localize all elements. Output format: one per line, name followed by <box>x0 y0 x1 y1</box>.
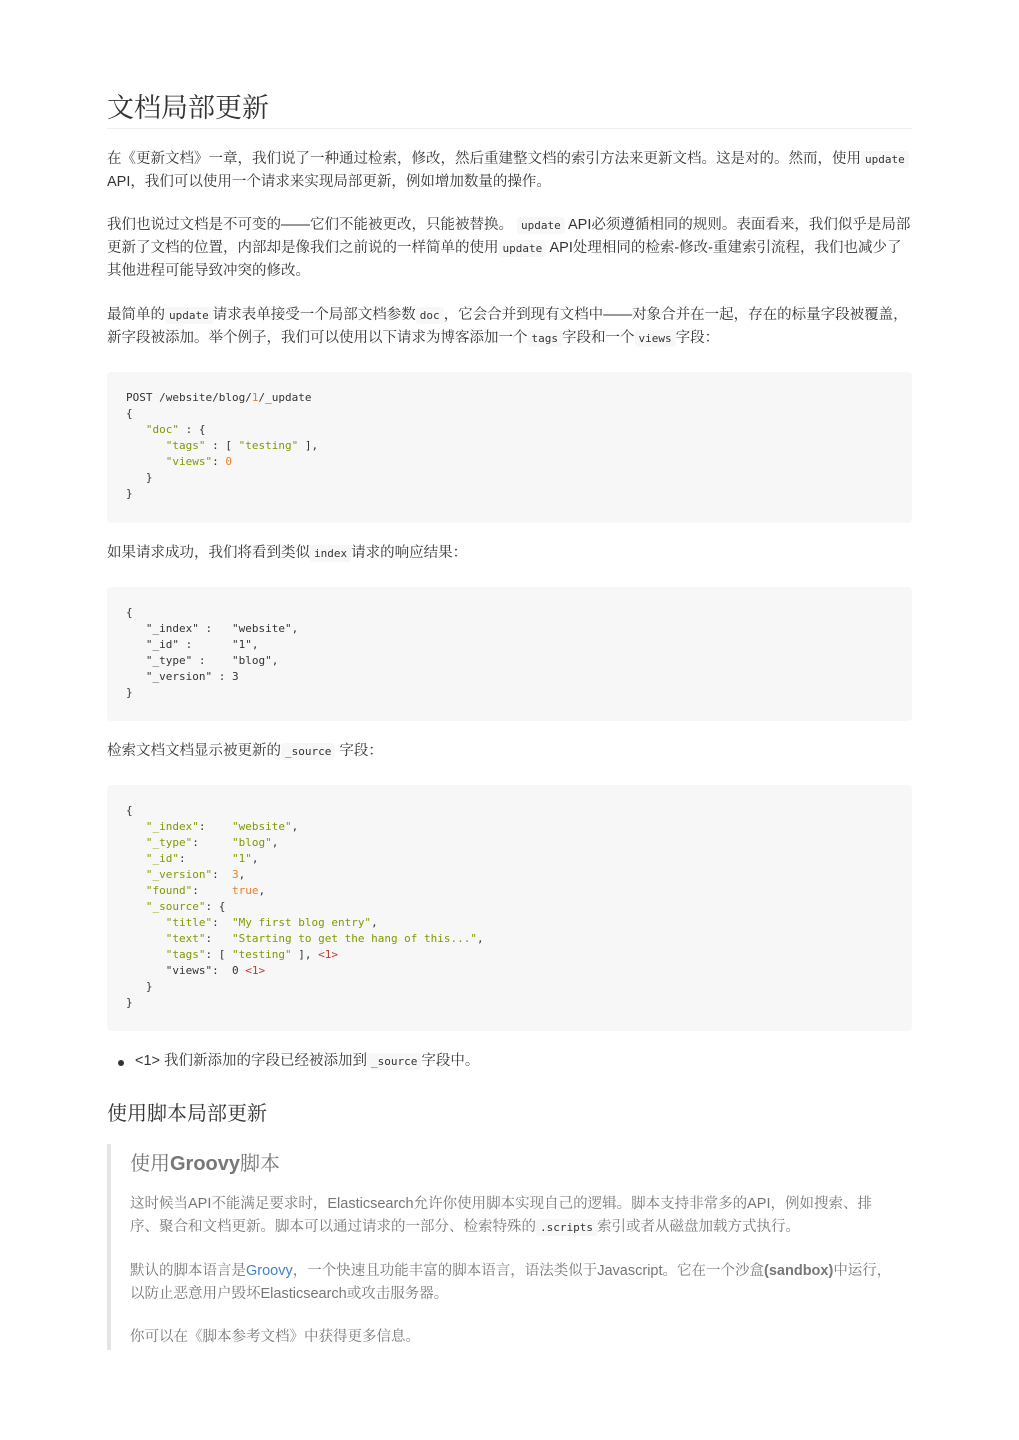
text: <1> 我们新添加的字段已经被添加到 <box>135 1053 368 1069</box>
paragraph-retrieve <box>107 740 912 763</box>
text: 中运行，以防止恶意用户毁坏Elasticsearch或攻击服务器。 <box>130 1263 892 1302</box>
paragraph-intro <box>107 148 912 194</box>
code-block-update-request: POST /website/blog/1/_update { "doc" : { "tags" : [ "testing" ], "views": 0 } } <box>107 372 912 523</box>
inline-code: _source <box>367 1053 421 1070</box>
text: 字段和一个 <box>562 330 635 346</box>
text: ，一个快速且功能丰富的脚本语言，语法类似于Javascript。它在一个沙盒 <box>292 1263 765 1279</box>
text: API，我们可以使用一个请求来实现局部更新，例如增加数量的操作。 <box>107 174 551 190</box>
inline-code: update <box>517 217 565 234</box>
text: 检索文档文档显示被更新的 <box>107 743 281 759</box>
text: 字段中。 <box>421 1053 480 1069</box>
code-block-response: { "_index" : "website", "_id" : "1", "_type" : "blog", "_version" : 3 } <box>107 587 912 721</box>
paragraph-simple-update <box>107 304 912 350</box>
inline-code: update <box>499 240 547 257</box>
blockquote-paragraph-3: 你可以在《脚本参考文档》中获得更多信息。 <box>130 1329 420 1345</box>
text: 默认的脚本语言是 <box>130 1263 246 1279</box>
groovy-link[interactable]: Groovy <box>246 1263 293 1279</box>
bold-text: (sandbox) <box>764 1263 834 1279</box>
inline-code: _source <box>281 743 335 760</box>
blockquote-paragraph-2 <box>130 1260 892 1306</box>
text: 字段： <box>675 330 720 346</box>
title-divider <box>107 128 912 129</box>
inline-code: index <box>310 545 351 562</box>
text: 索引或者从磁盘加载方式执行。 <box>596 1219 800 1235</box>
text: API处理相同的检索-修改-重建索引流程，我们也减少了其他进程可能导致冲突的修改。 <box>107 240 902 279</box>
code-block-retrieved-doc: { "_index": "website", "_type": "blog", "_id": "1", "_version": 3, "found": true, "_source": { "title": "My first blog entry", "text": "Starting to get the hang of this...", "tags": [ "testing" ], <1> "views": 0 <1> } } <box>107 785 912 1031</box>
inline-code: update <box>861 151 909 168</box>
text: API必须遵循相同的规则。表面看来，我们似乎是局部更新了文档的位置，内部却是像我们之前说的一样简单的使用 <box>107 217 911 256</box>
inline-code: views <box>635 330 676 347</box>
text: 请求表单接受一个局部文档参数 <box>212 307 416 323</box>
text: 字段： <box>339 743 383 759</box>
inline-code: doc <box>416 307 444 324</box>
blockquote-paragraph-1 <box>130 1193 892 1239</box>
inline-code: update <box>165 307 213 324</box>
page-title: 文档局部更新 <box>107 93 269 123</box>
text: 最简单的 <box>107 307 165 323</box>
inline-code: tags <box>528 330 563 347</box>
text: 在《更新文档》一章，我们说了一种通过检索，修改，然后重建整文档的索引方法来更新文档。这是对的。然而，使用 <box>107 151 861 167</box>
text: 如果请求成功，我们将看到类似 <box>107 545 310 561</box>
callout-list <box>107 1050 479 1073</box>
paragraph-immutable <box>107 214 912 283</box>
paragraph-success <box>107 542 912 565</box>
blockquote-groovy <box>107 1144 912 1350</box>
text: ，它会合并到现有文档中——对象合并在一起，存在的标量字段被覆盖，新字段被添加。举个例子，我们可以使用以下请求为博客添加一个 <box>107 307 908 346</box>
list-item <box>107 1050 479 1073</box>
text: 这时候当API不能满足要求时，Elasticsearch允许你使用脚本实现自己的逻辑。脚本支持非常多的API，例如搜索、排序、聚合和文档更新。脚本可以通过请求的一部分、检索特殊的 <box>130 1196 872 1235</box>
section-title: 使用脚本局部更新 <box>107 1103 267 1125</box>
inline-code: .scripts <box>536 1219 597 1236</box>
text: 我们也说过文档是不可变的——它们不能被更改，只能被替换。 <box>107 217 513 233</box>
blockquote-title: 使用Groovy脚本 <box>130 1153 281 1175</box>
text: 请求的响应结果： <box>351 545 468 561</box>
